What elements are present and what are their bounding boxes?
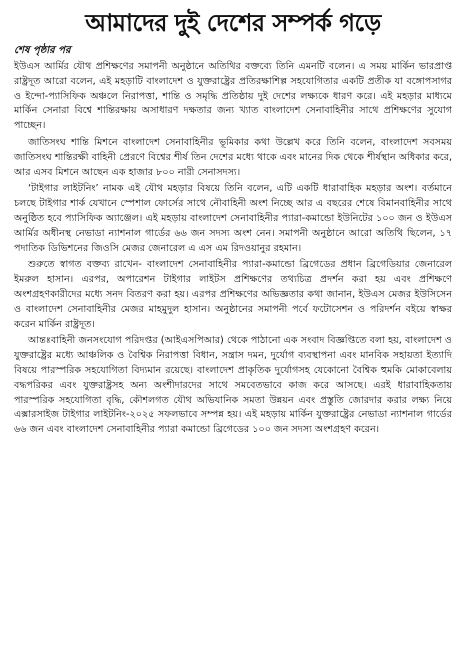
article-headline: আমাদের দুই দেশের সম্পর্ক গড়ে bbox=[85, 9, 381, 37]
article-paragraph: ‘টাইগার লাইটনিং’ নামক এই যৌথ মহড়ার বিষয়ে তিনি বলেন, এটি একটি ধারাবাহিক মহড়ার অংশ। বর্তমানে চলছে টাইগার শার্ক যেখানে স্পেশাল ফোর্সের সাথে নৌবাহিনী অংশ নিচ্ছে আর এ বছরের শেষে বিমানবাহিনীর সাথে অনুষ্ঠিত হবে প্যাসিফিক অ্যাঞ্জেল। এই মহড়ায় বাংলাদেশ সেনাবাহিনীর প্যারা-কমান্ডো ইউনিটের ১০০ জন ও ইউএস আর্মির অধীনস্থ নেভাডা ন্যাশনাল গার্ডের ৬৬ জন সদস্য অংশ নেন। সমাপনী অনুষ্ঠানে আরো অতিথি ছিলেন, ১৭ পদাতিক ডিভিশনের জিওসি মেজর জেনারেল এ এস এম রিদওয়ানুর রহমান। bbox=[14, 183, 452, 254]
article-paragraph: জাতিসংঘ শান্তি মিশনে বাংলাদেশ সেনাবাহিনীর ভূমিকার কথা উল্লেখ করে তিনি বলেন, বাংলাদেশ সবসময় জাতিসংঘ শান্তিরক্ষী বাহিনী প্রেরণে বিশ্বের শীর্ষ তিন দেশের মধ্যে থাকে এবং মানের দিক থেকে শীর্ষস্থান অধিকার করে, আর এসব মিশনে আছেন এক হাজার ৮০০ নারী সেনাসদস্য। bbox=[14, 136, 452, 178]
article-paragraph: ইউএস আর্মির যৌথ প্রশিক্ষণের সমাপনী অনুষ্ঠানে অতিথির বক্তব্যে তিনি এমনটি বলেন। এ সময় মার্কিন ভারপ্রাপ্ত রাষ্ট্রদূত আরো বলেন, এই মহড়াটি বাংলাদেশ ও যুক্তরাষ্ট্রের প্রতিরক্ষাশিল্প সহযোগিতার একটি প্রতীক যা বঙ্গোপসাগর ও ইন্দো-প্যাসিফিক অঞ্চলে নিরাপত্তা, শান্তি ও সমৃদ্ধি প্রতিষ্ঠায় দুই দেশের লক্ষ্যকে ধারণ করে। এই মহড়ার মাধ্যমে মার্কিন সেনারা বিশ্বে শান্তিরক্ষায় অসাধারণ দক্ষতার জন্য খ্যাত বাংলাদেশ সেনাবাহিনীর সাথে প্রশিক্ষণের সুযোগ পাচ্ছেন। bbox=[14, 61, 452, 132]
article-paragraph: শুরুতে স্বাগত বক্তব্য রাখেন- বাংলাদেশ সেনাবাহিনীর প্যারা-কমান্ডো ব্রিগেডের প্রধান ব্রিগেডিয়ার জেনারেল ইমরুল হাসান। এরপর, অপারেশন টাইগার লাইটস প্রশিক্ষণের তথ্যচিত্র প্রদর্শন করা হয় এবং প্রশিক্ষণে অংশগ্রহণকারীদের মধ্যে সনদ বিতরণ করা হয়। এরপর প্রশিক্ষণের অভিজ্ঞতার কথা জানান, ইউএস মেজর ইউসিসেন ও বাংলাদেশ সেনাবাহিনীর মেজর মাহমুদুল হাসান। অনুষ্ঠানের সমাপনী পর্বে ফটোসেশন ও পরিদর্শন বইয়ে স্বাক্ষর করেন মার্কিন রাষ্ট্রদূত। bbox=[14, 259, 452, 330]
article-paragraph: আন্তঃবাহিনী জনসংযোগ পরিদপ্তর (আইএসপিআর) থেকে পাঠানো এক সংবাদ বিজ্ঞপ্তিতে বলা হয়, বাংলাদেশ ও যুক্তরাষ্ট্রের মধ্যে আঞ্চলিক ও বৈশ্বিক নিরাপত্তা বিধান, সন্ত্রাস দমন, দুর্যোগ ব্যবস্থাপনা এবং মানবিক সহায়তা ইত্যাদি বিষয়ে পারস্পরিক সহযোগিতা বিদ্যমান রয়েছে। বাংলাদেশ প্রাকৃতিক দুর্যোগসহ যেকোনো বৈশ্বিক হুমকি মোকাবেলায় বদ্ধপরিকর এবং যুক্তরাষ্ট্রসহ অন্য অংশীদারদের সাথে সমবেতভাবে কাজ করে আসছে। এরই ধারাবাহিকতায় পারস্পরিক সহযোগিতা বৃদ্ধি, কৌশলগত যৌথ অভিযানিক সমতা উন্নয়ন এবং প্রস্তুতি জোরদার করার লক্ষ্য নিয়ে এক্সারসাইজ টাইগার লাইটনিং-২০২৫ সফলভাবে সম্পন্ন হয়। এই মহড়ায় মার্কিন যুক্তরাষ্ট্রের নেভাডা ন্যাশনাল গার্ডের ৬৬ জন এবং বাংলাদেশ সেনাবাহিনীর প্যারা কমান্ডো ব্রিগেডের ১০০ জন সদস্য অংশগ্রহণ করেন। bbox=[14, 335, 452, 436]
continued-from-label: শেষ পৃষ্ঠার পর bbox=[14, 45, 71, 56]
article-body bbox=[14, 60, 452, 438]
